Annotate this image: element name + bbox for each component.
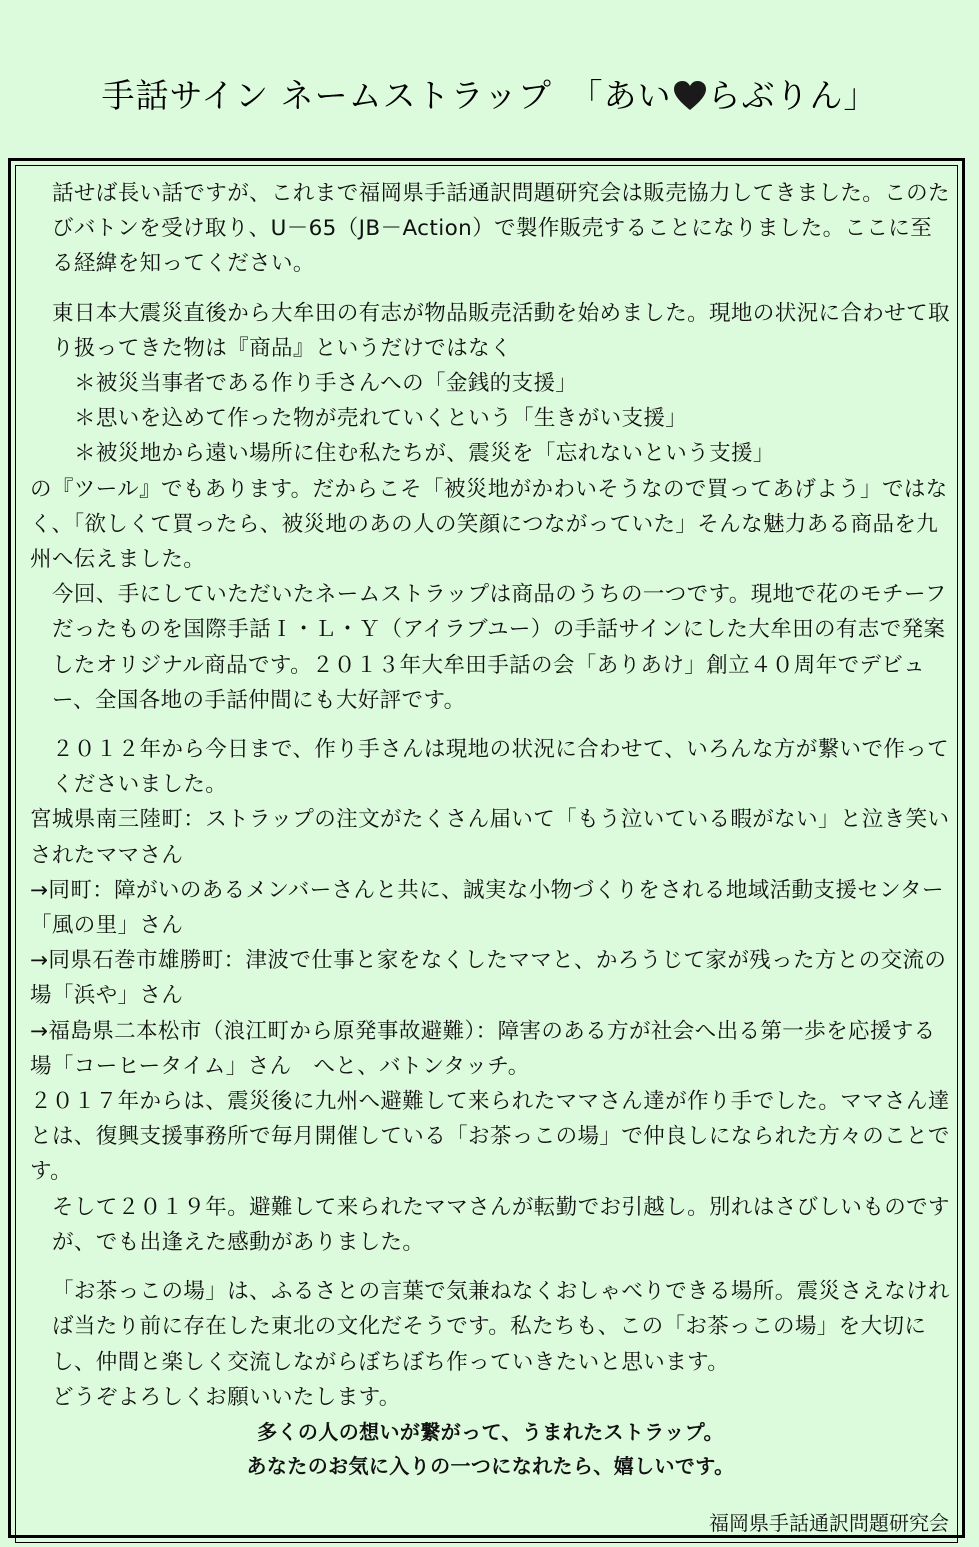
title-text-before: 手話サイン ネームストラップ 「あい — [101, 76, 672, 115]
paragraph-2-lead: 東日本大震災直後から大牟田の有志が物品販売活動を始めました。現地の状況に合わせて取り扱ってきた物は『商品』というだけではなく — [52, 300, 950, 361]
page-title — [0, 70, 979, 117]
paragraph-5-end: どうぞよろしくお願いいたします。 — [52, 1384, 401, 1410]
closing-line-2: あなたのお気に入りの一つになれたら、嬉しいです。 — [246, 1453, 735, 1478]
closing-line-1: 多くの人の想いが繋がって、うまれたストラップ。 — [257, 1419, 724, 1444]
paragraph-4-lead: ２０１２年から今日まで、作り手さんは現地の状況に合わせて、いろんな方が繋いで作ってくださいました。 — [52, 737, 950, 798]
paragraph-3: 今回、手にしていただいたネームストラップは商品のうちの一つです。現地で花のモチーフだったものを国際手話Ｉ・Ｌ・Ｙ（アイラブユー）の手話サインにした大牟田の有志で発案したオリジナル商品です。２０１３年大牟田手話の会「ありあけ」創立４０周年でデビュー、全国各地の手話仲間にも大好評です。 — [52, 582, 947, 713]
paragraph-4-end: そして２０１９年。避難して来られたママさんが転勤でお引越し。別れはさびしいものですが、でも出逢えた感動がありました。 — [52, 1194, 950, 1255]
bullet-item: ＊被災当事者である作り手さんへの「金銭的支援」 — [74, 371, 578, 397]
history-line: ２０１７年からは、震災後に九州へ避難して来られたママさん達が作り手でした。ママさん達とは、復興支援事務所で毎月開催している「お茶っこの場」で仲良しになられた方々のことです。 — [30, 1089, 950, 1185]
bullet-item: ＊被災地から遠い場所に住む私たちが、震災を「忘れないという支援」 — [74, 441, 775, 467]
content-box — [15, 165, 958, 1543]
history-line: →福島県二本松市（浪江町から原発事故避難）：障害のある方が社会へ出る第一歩を応援する場「コーヒータイム」さん へと、バトンタッチ。 — [30, 1018, 936, 1079]
intro-paragraph: 話せば長い話ですが、これまで福岡県手話通訳問題研究会は販売協力してきました。このたびバトンを受け取り、U－65（JB－Action）で製作販売することになりました。ここに至る経緯を知ってください。 — [52, 181, 950, 277]
paragraph-2-tail: の『ツール』でもあります。だからこそ「被災地がかわいそうなので買ってあげよう」ではなく、「欲しくて買ったら、被災地のあの人の笑顔につながっていた」そんな魅力ある商品を九州へ伝えました。 — [30, 476, 948, 573]
history-line: →同町：障がいのあるメンバーさんと共に、誠実な小物づくりをされる地域活動支援センター「風の里」さん — [30, 877, 944, 939]
organization-signature: 福岡県手話通訳問題研究会 — [709, 1511, 949, 1535]
history-line: 宮城県南三陸町：ストラップの注文がたくさん届いて「もう泣いている暇がない」と泣き笑いされたママさん — [30, 807, 950, 868]
history-line: →同県石巻市雄勝町：津波で仕事と家をなくしたママと、かろうじて家が残った方との交流の場「浜や」さん — [30, 948, 947, 1009]
title-text-after: らぶりん」 — [707, 76, 878, 115]
article-body — [30, 176, 951, 1483]
bullet-item: ＊思いを込めて作った物が売れていくという「生きがい支援」 — [74, 406, 688, 432]
heart-icon — [673, 80, 707, 112]
paragraph-5: 「お茶っこの場」は、ふるさとの言葉で気兼ねなくおしゃべりできる場所。震災さえなければ当たり前に存在した東北の文化だそうです。私たちも、この「お茶っこの場」を大切にし、仲間と楽しく交流しながらぼちぼち作っていきたいと思います。 — [52, 1279, 950, 1375]
